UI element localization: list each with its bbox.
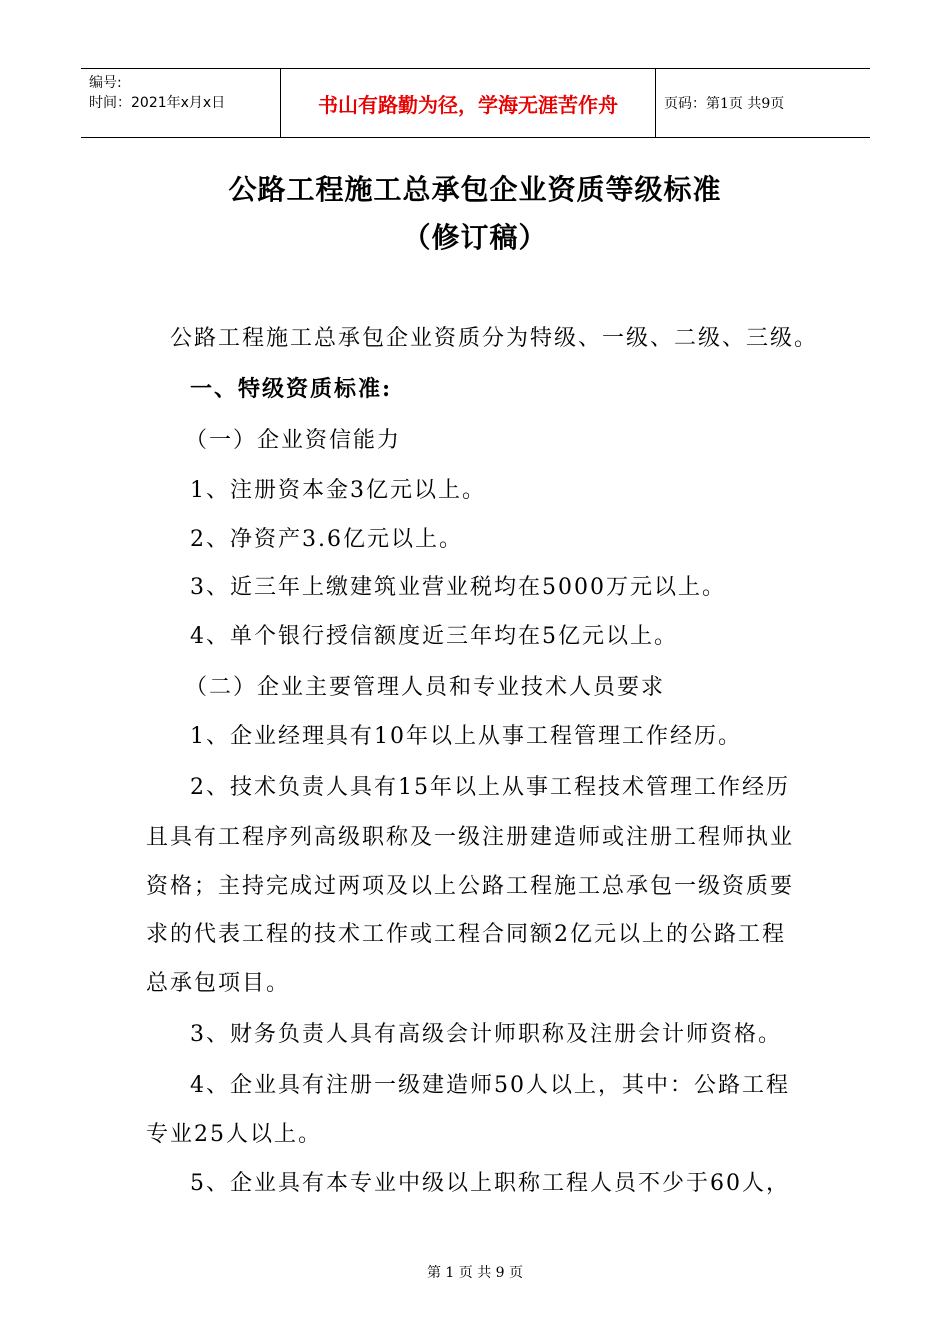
list-item-continuation: 且具有工程序列高级职称及一级注册建造师或注册工程师执业	[146, 825, 795, 850]
document-subtitle: （修订稿）	[402, 221, 548, 254]
list-item: 1、企业经理具有10年以上从事工程管理工作经历。	[190, 724, 742, 749]
document-number-label: 编号:	[89, 75, 122, 91]
list-item-continuation: 专业25人以上。	[146, 1122, 322, 1147]
list-item: 4、企业具有注册一级建造师50人以上，其中：公路工程	[190, 1073, 790, 1098]
list-item: 3、近三年上缴建筑业营业税均在5000万元以上。	[190, 575, 726, 600]
list-item-continuation: 求的代表工程的技术工作或工程合同额2亿元以上的公路工程	[146, 922, 786, 947]
list-item-continuation: 总承包项目。	[146, 971, 291, 996]
list-item-continuation: 资格；主持完成过两项及以上公路工程施工总承包一级资质要	[146, 874, 795, 899]
list-item: 4、单个银行授信额度近三年均在5亿元以上。	[190, 624, 678, 649]
page-footer: 第 1 页 共 9 页	[426, 1265, 524, 1281]
list-item: 3、财务负责人具有高级会计师职称及注册会计师资格。	[190, 1022, 782, 1047]
list-item: 2、技术负责人具有15年以上从事工程技术管理工作经历	[190, 775, 790, 800]
section-heading: 一、特级资质标准:	[190, 376, 393, 402]
header-page-info: 页码：第1页 共9页	[664, 96, 785, 112]
intro-paragraph: 公路工程施工总承包企业资质分为特级、一级、二级、三级。	[170, 326, 819, 351]
header-meta	[81, 69, 281, 137]
subsection-heading: （一）企业资信能力	[185, 428, 402, 453]
document-time-label: 时间：2021年x月x日	[89, 95, 226, 111]
list-item: 5、企业具有本专业中级以上职称工程人员不少于60人，	[190, 1171, 790, 1196]
document-title: 公路工程施工总承包企业资质等级标准	[228, 173, 722, 206]
list-item: 1、注册资本金3亿元以上。	[190, 478, 486, 503]
list-item: 2、净资产3.6亿元以上。	[190, 527, 463, 552]
subsection-heading: （二）企业主要管理人员和专业技术人员要求	[185, 675, 666, 700]
header-motto: 书山有路勤为径，学海无涯苦作舟	[281, 69, 656, 137]
document-header	[81, 68, 870, 138]
